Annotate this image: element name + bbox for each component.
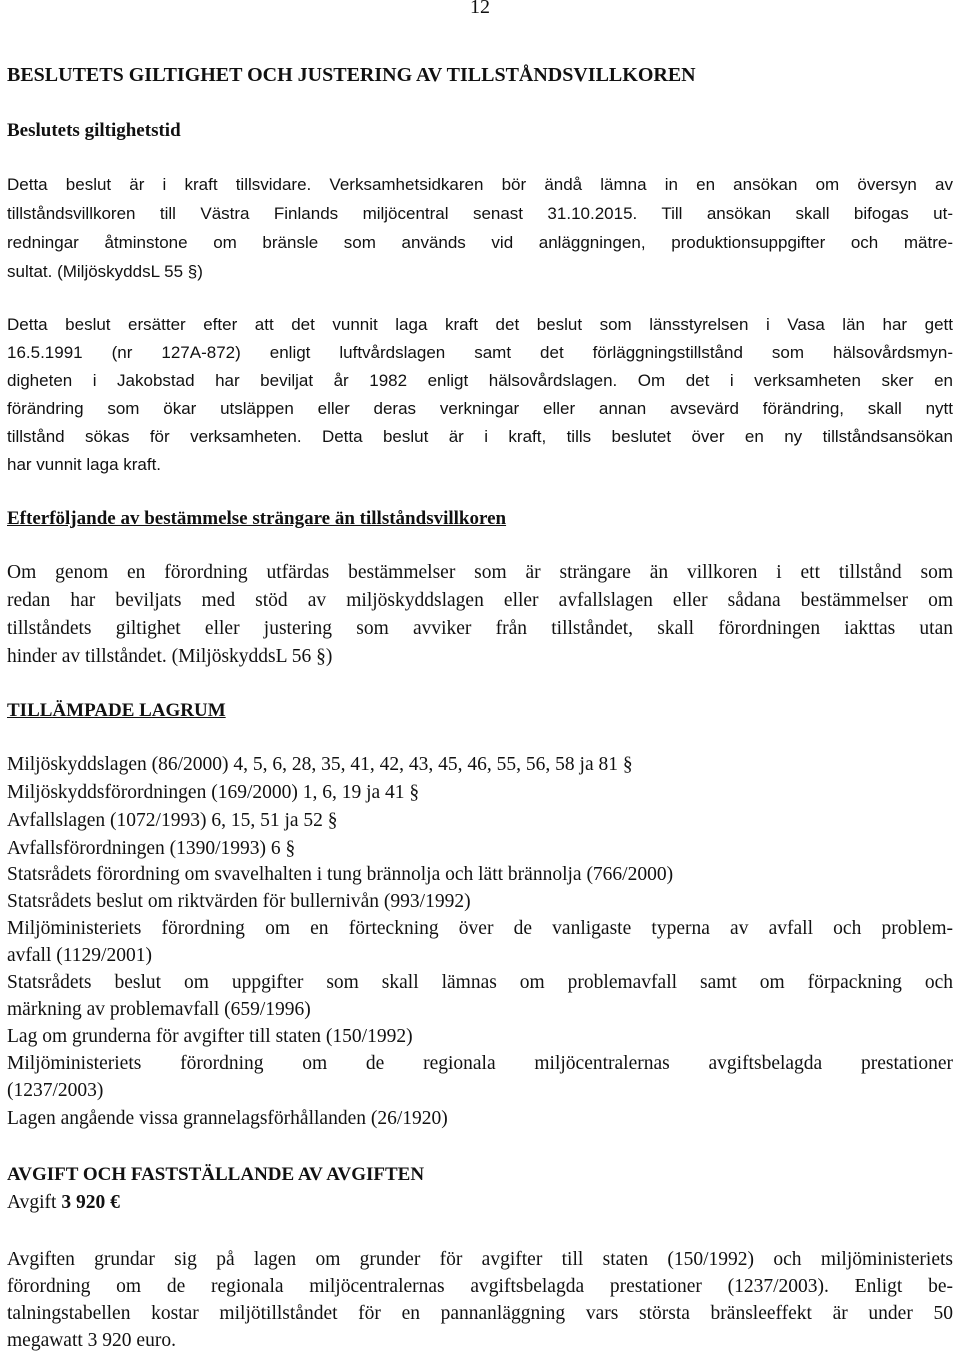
- subheading-validity-period: Beslutets giltighetstid: [7, 120, 181, 141]
- replace-paragraph-line: digheten i Jakobstad har beviljat år 1982 enligt hälsovårdslagen. Om det i verksamheten sker en: [7, 371, 953, 390]
- replace-paragraph-line: 16.5.1991 (nr 127A-872) enligt luftvårdslagen samt det förläggningstillstånd som hälsovårdsmyn-: [7, 343, 953, 362]
- validity-paragraph-line: Detta beslut är i kraft tillsvidare. Verksamhetsidkaren bör ändå lämna in en ansökan om översyn av: [7, 175, 953, 194]
- fee-paragraph-line: förordning om de regionala miljöcentralernas avgiftsbelagda prestationer (1237/2003). Enligt be-: [7, 1276, 953, 1297]
- stricter-paragraph-line: tillståndets giltighet eller justering som avviker från tillståndet, skall förordningen iakttas utan: [7, 618, 953, 639]
- law-item: Statsrådets beslut om uppgifter som skall lämnas om problemavfall samt om förpackning och: [7, 972, 953, 993]
- law-item: Miljöministeriets förordning om en förteckning över de vanligaste typerna av avfall och problem-: [7, 918, 953, 939]
- law-item: Miljöministeriets förordning om de regionala miljöcentralernas avgiftsbelagda prestationer: [7, 1053, 953, 1074]
- replace-paragraph-line: Detta beslut ersätter efter att det vunnit laga kraft det beslut som länsstyrelsen i Vasa län har gett: [7, 315, 953, 334]
- heading-applied-law: TILLÄMPADE LAGRUM: [7, 700, 226, 721]
- validity-paragraph-line: redningar åtminstone om bränsle som används vid anläggningen, produktionsuppgifter och mätre-: [7, 233, 953, 252]
- replace-paragraph-line: har vunnit laga kraft.: [7, 455, 162, 474]
- law-item: Miljöskyddsförordningen (169/2000) 1, 6, 19 ja 41 §: [7, 782, 420, 803]
- law-item: (1237/2003): [7, 1080, 104, 1101]
- fee-label: Avgift: [7, 1192, 57, 1213]
- replace-paragraph-line: förändring som ökar utsläppen eller deras verkningar eller annan avsevärd förändring, skall nytt: [7, 399, 953, 418]
- law-item: Avfallslagen (1072/1993) 6, 15, 51 ja 52 §: [7, 810, 338, 831]
- replace-paragraph-line: tillstånd sökas för verksamheten. Detta beslut är i kraft, tills beslutet över en ny tillståndsansökan: [7, 427, 953, 446]
- fee-paragraph-line: talningstabellen kostar miljötillståndet för en pannanläggning vars största bränsleeffekt är under 50: [7, 1303, 953, 1324]
- fee-amount: 3 920 €: [61, 1192, 120, 1213]
- law-item: Lag om grunderna för avgifter till staten (150/1992): [7, 1026, 413, 1047]
- law-item: avfall (1129/2001): [7, 945, 152, 966]
- heading-fee: AVGIFT OCH FASTSTÄLLANDE AV AVGIFTEN: [7, 1164, 425, 1185]
- heading-stricter-regulations: Efterföljande av bestämmelse strängare än tillståndsvillkoren: [7, 508, 507, 529]
- validity-paragraph-line: sultat. (MiljöskyddsL 55 §): [7, 262, 203, 281]
- stricter-paragraph-line: redan har beviljats med stöd av miljöskyddslagen eller avfallslagen eller sådana bestämmelser om: [7, 590, 953, 611]
- fee-paragraph-line: Avgiften grundar sig på lagen om grunder för avgifter till staten (150/1992) och miljöministeriets: [7, 1249, 953, 1270]
- page-number: 12: [470, 0, 490, 18]
- fee-paragraph-line: megawatt 3 920 euro.: [7, 1330, 176, 1351]
- law-item: Avfallsförordningen (1390/1993) 6 §: [7, 838, 296, 859]
- validity-paragraph-line: tillståndsvillkoren till Västra Finlands miljöcentral senast 31.10.2015. Till ansökan skall bifogas ut-: [7, 204, 953, 223]
- law-item: Statsrådets förordning om svavelhalten i tung brännolja och lätt brännolja (766/2000): [7, 864, 674, 885]
- stricter-paragraph-line: hinder av tillståndet. (MiljöskyddsL 56 §): [7, 646, 333, 667]
- law-item: Statsrådets beslut om riktvärden för bullernivån (993/1992): [7, 891, 471, 912]
- law-item: märkning av problemavfall (659/1996): [7, 999, 311, 1020]
- heading-validity: BESLUTETS GILTIGHET OCH JUSTERING AV TILLSTÅNDSVILLKOREN: [7, 64, 696, 86]
- law-item: Miljöskyddslagen (86/2000) 4, 5, 6, 28, 35, 41, 42, 43, 45, 46, 55, 56, 58 ja 81 §: [7, 754, 633, 775]
- law-item: Lagen angående vissa grannelagsförhållanden (26/1920): [7, 1108, 448, 1129]
- stricter-paragraph-line: Om genom en förordning utfärdas bestämmelser som är strängare än villkoren i ett tillstånd som: [7, 562, 953, 583]
- fee-amount-line: [7, 1192, 120, 1214]
